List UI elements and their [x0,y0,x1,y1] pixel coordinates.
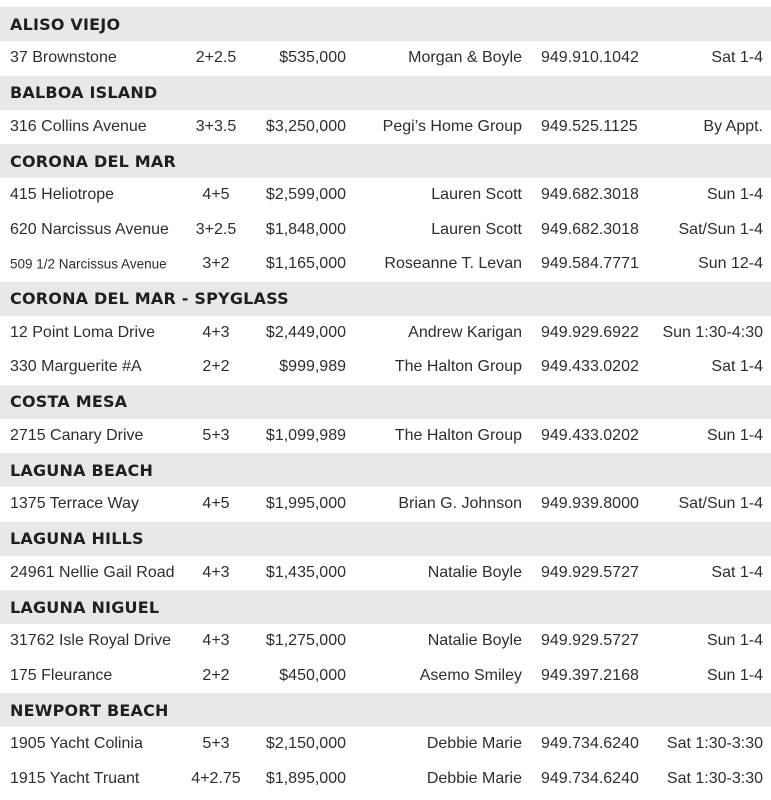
listing-phone: 949.682.3018 [541,186,639,204]
listing-price: $2,449,000 [265,323,346,341]
listing-address: 620 Narcissus Avenue [10,220,169,238]
listing-time: Sat/Sun 1-4 [678,220,763,238]
listing-price: $1,275,000 [265,632,346,650]
listing-address: 31762 Isle Royal Drive [10,632,171,650]
listing-address: 2715 Canary Drive [10,426,144,444]
listing-time: Sat 1:30-3:30 [666,735,763,753]
listing-row [0,110,771,145]
listing-beds-baths: 2+2.5 [195,49,237,67]
listing-time: Sun 1-4 [706,186,763,204]
listing-time: Sat 1-4 [711,49,763,67]
listing-phone: 949.929.6922 [541,323,639,341]
listing-beds-baths: 3+2.5 [195,220,237,238]
section-header-laguna-niguel: LAGUNA NIGUEL [0,590,771,624]
section-header-corona-del-mar: CORONA DEL MAR [0,144,771,178]
listing-row [0,624,771,659]
listing-beds-baths: 5+3 [202,426,230,444]
listing-row [0,556,771,591]
listing-address: 330 Marguerite #A [10,358,142,376]
listing-time: Sat 1-4 [711,358,763,376]
section-header-laguna-beach: LAGUNA BEACH [0,453,771,487]
listing-row [0,659,771,694]
listing-price: $1,995,000 [265,495,346,513]
listing-row [0,316,771,351]
listing-price: $450,000 [279,666,346,684]
listing-row [0,727,771,762]
listing-address: 1905 Yacht Colinia [10,735,143,753]
listing-beds-baths: 2+2 [202,358,230,376]
listing-price: $3,250,000 [265,117,346,135]
listing-phone: 949.397.2168 [541,666,639,684]
listing-address: 316 Collins Avenue [10,117,147,135]
listing-time: Sun 1-4 [706,632,763,650]
listing-time: Sun 1-4 [706,666,763,684]
section-header-balboa-island: BALBOA ISLAND [0,76,771,110]
listing-price: $2,599,000 [265,186,346,204]
listing-phone: 949.929.5727 [541,563,639,581]
listing-price: $1,435,000 [265,563,346,581]
listing-agent: Roseanne T. Levan [384,255,522,273]
listing-beds-baths: 2+2 [202,666,230,684]
listing-row [0,247,771,282]
section-header-newport-beach: NEWPORT BEACH [0,693,771,727]
listing-agent: Debbie Marie [426,735,522,753]
listing-phone: 949.682.3018 [541,220,639,238]
listing-row [0,762,771,797]
section-header-costa-mesa: COSTA MESA [0,385,771,419]
listing-address: 415 Heliotrope [10,186,115,204]
listing-time: Sat/Sun 1-4 [678,495,763,513]
listing-beds-baths: 4+2.75 [191,769,241,787]
listing-beds-baths: 4+5 [202,186,230,204]
listing-row [0,419,771,454]
listing-time: Sat 1:30-3:30 [666,769,763,787]
listing-price: $999,989 [279,358,346,376]
open-house-listings [0,7,771,796]
listing-agent: The Halton Group [394,358,522,376]
listing-price: $2,150,000 [265,735,346,753]
listing-row [0,41,771,76]
listing-beds-baths: 5+3 [202,735,230,753]
listing-beds-baths: 4+3 [202,563,230,581]
listing-agent: Morgan & Boyle [408,49,522,67]
section-header-aliso-viejo: ALISO VIEJO [0,7,771,41]
section-header-corona-del-mar-spyglass: CORONA DEL MAR - SPYGLASS [0,282,771,316]
listing-phone: 949.584.7771 [541,255,639,273]
listing-phone: 949.734.6240 [541,735,639,753]
listing-price: $1,848,000 [265,220,346,238]
listing-agent: Brian G. Johnson [398,495,522,513]
listing-time: By Appt. [703,117,763,135]
listing-address: 37 Brownstone [10,49,117,67]
listing-phone: 949.525.1125 [541,117,638,135]
listing-address: 509 1/2 Narcissus Avenue [10,256,167,272]
listing-beds-baths: 4+3 [202,632,230,650]
listing-price: $535,000 [279,49,346,67]
section-header-laguna-hills: LAGUNA HILLS [0,522,771,556]
listing-phone: 949.939.8000 [541,495,639,513]
listing-agent: Natalie Boyle [427,563,522,581]
listing-beds-baths: 3+2 [202,255,230,273]
listing-beds-baths: 3+3.5 [195,117,237,135]
listing-address: 12 Point Loma Drive [10,323,155,341]
listing-address: 1915 Yacht Truant [10,769,140,787]
listing-address: 1375 Terrace Way [10,495,139,513]
listing-beds-baths: 4+3 [202,323,230,341]
listing-row [0,350,771,385]
listing-agent: Pegi’s Home Group [382,117,522,135]
listing-agent: Lauren Scott [431,220,522,238]
listing-phone: 949.734.6240 [541,769,639,787]
listing-phone: 949.433.0202 [541,358,639,376]
listing-phone: 949.929.5727 [541,632,639,650]
listing-time: Sun 1:30-4:30 [662,323,763,341]
listing-address: 24961 Nellie Gail Road [10,563,175,581]
listing-beds-baths: 4+5 [202,495,230,513]
listing-row [0,213,771,248]
listing-address: 175 Fleurance [10,666,113,684]
listing-phone: 949.433.0202 [541,426,639,444]
listing-time: Sun 1-4 [706,426,763,444]
listing-price: $1,895,000 [265,769,346,787]
listing-row [0,178,771,213]
listing-phone: 949.910.1042 [541,49,639,67]
listing-price: $1,099,989 [265,426,346,444]
listing-agent: The Halton Group [394,426,522,444]
listing-time: Sun 12-4 [698,255,763,273]
listing-time: Sat 1-4 [711,563,763,581]
listing-row [0,487,771,522]
listing-agent: Asemo Smiley [419,666,522,684]
listing-agent: Andrew Karigan [408,323,522,341]
listing-agent: Debbie Marie [426,769,522,787]
listing-agent: Natalie Boyle [427,632,522,650]
listing-agent: Lauren Scott [431,186,522,204]
listing-price: $1,165,000 [265,255,346,273]
